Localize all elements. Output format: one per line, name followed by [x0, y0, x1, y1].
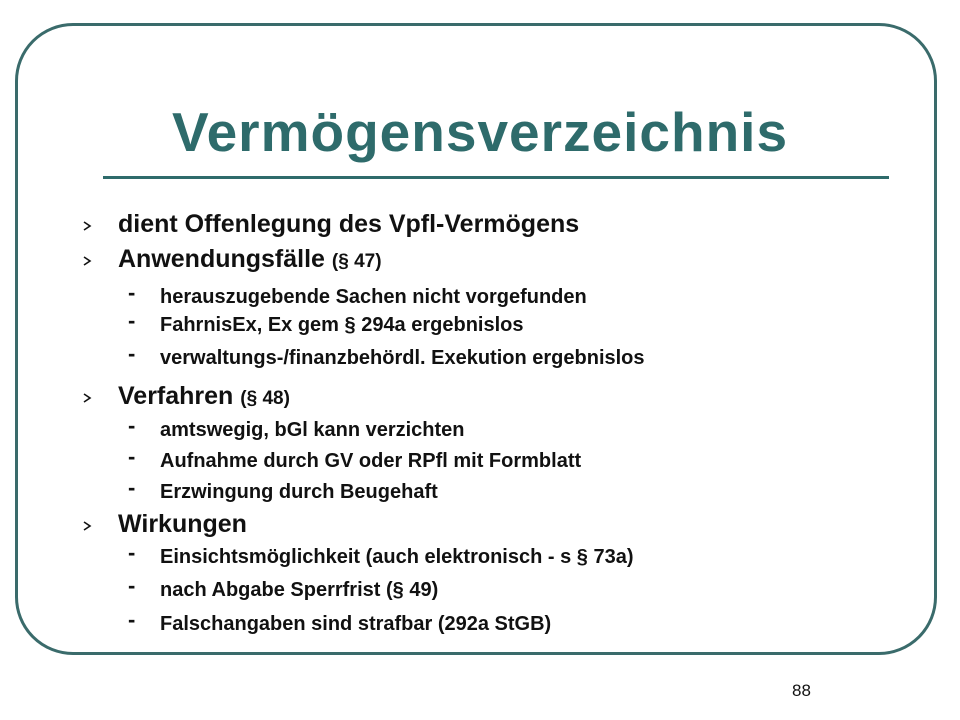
dash-bullet-icon: -	[128, 280, 136, 305]
sub-item-label: nach Abgabe Sperrfrist (§ 49)	[160, 579, 439, 601]
dash-bullet-icon: -	[128, 540, 136, 565]
bullet-label: Verfahren	[118, 382, 234, 410]
sub-item-label: verwaltungs-/finanzbehördl. Exekution ergebnislos	[160, 347, 645, 369]
sub-item-label: Aufnahme durch GV oder RPfl mit Formblatt	[160, 450, 582, 472]
arrow-bullet-icon	[82, 221, 92, 231]
dash-bullet-icon: -	[128, 308, 136, 333]
bullet-label: Wirkungen	[118, 510, 247, 538]
sub-item-label: FahrnisEx, Ex gem § 294a ergebnislos	[160, 314, 524, 336]
dash-bullet-icon: -	[128, 444, 136, 469]
bullet-label: Anwendungsfälle	[118, 245, 325, 273]
dash-bullet-icon: -	[128, 573, 136, 598]
dash-bullet-icon: -	[128, 341, 136, 366]
bullet-reference: (§ 47)	[331, 251, 382, 272]
sub-item-label: Einsichtsmöglichkeit (auch elektronisch - s § 73a)	[160, 546, 634, 568]
arrow-bullet-icon	[82, 521, 92, 531]
sub-item-label: Falschangaben sind strafbar (292a StGB)	[160, 613, 552, 635]
dash-bullet-icon: -	[128, 475, 136, 500]
arrow-bullet-icon	[82, 393, 92, 403]
page-number: 88	[792, 681, 811, 700]
bullet-label: dient Offenlegung des Vpfl-Vermögens	[118, 210, 580, 238]
dash-bullet-icon: -	[128, 607, 136, 632]
dash-bullet-icon: -	[128, 413, 136, 438]
sub-item-label: amtswegig, bGl kann verzichten	[160, 419, 465, 441]
slide-title: Vermögensverzeichnis	[171, 101, 789, 163]
arrow-bullet-icon	[82, 256, 92, 266]
bullet-reference: (§ 48)	[240, 388, 290, 409]
sub-item-label: Erzwingung durch Beugehaft	[160, 481, 438, 503]
sub-item-label: herauszugebende Sachen nicht vorgefunden	[160, 286, 587, 308]
